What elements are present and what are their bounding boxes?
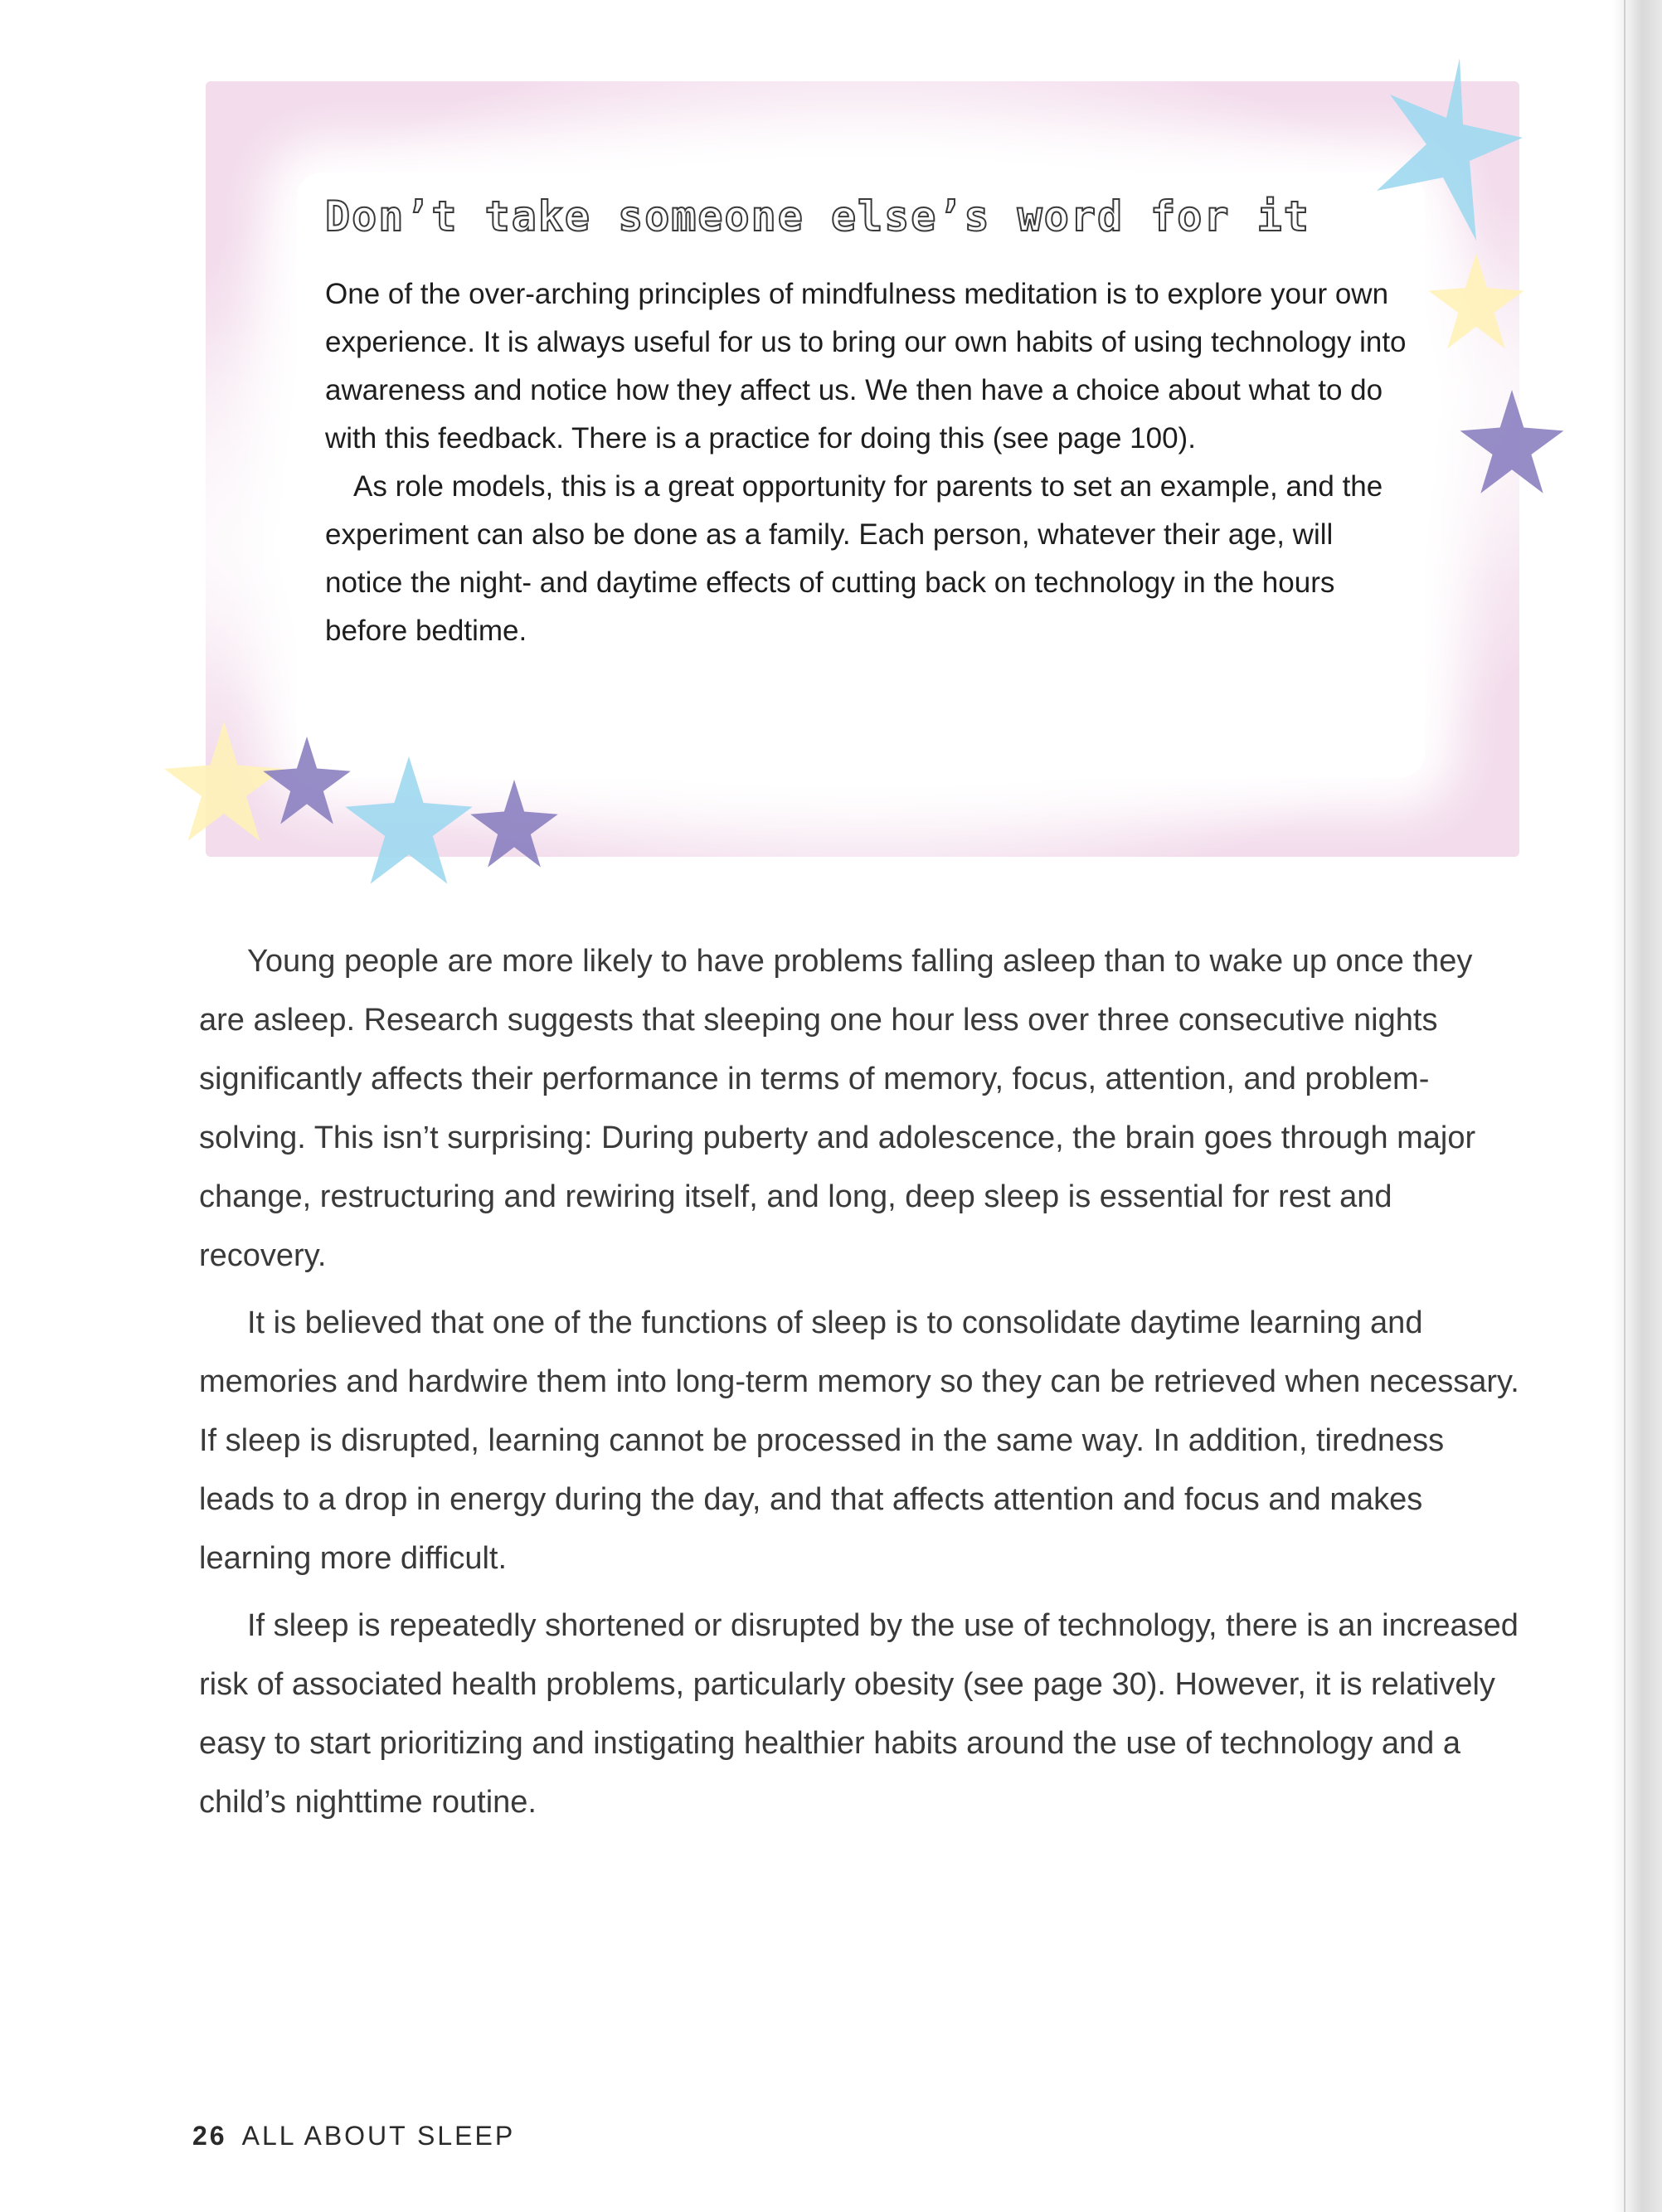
sidebar-paragraph: As role models, this is a great opportunity for parents to set an example, and the experiment can also be done as a family. Each person, whatever their age, will notice the night- and daytime effects of cutting back on technology in the hours before bedtime. — [325, 470, 1383, 647]
body-paragraph: It is believed that one of the functions of sleep is to consolidate daytime learning and memories and hardwire them into long-term memory so they can be retrieved when necessary. If sleep is disrupted, learning cannot be processed in the same way. In addition, tiredness leads to a drop in energy during the day, and that affects attention and focus and makes learning more difficult. — [199, 1305, 1519, 1576]
body-paragraph: Young people are more likely to have problems falling asleep than to wake up once they are asleep. Research suggests that sleeping one hour less over three consecutive nights significantly affects their performance in terms of memory, focus, attention, and problem-solving. This isn’t surprising: During puberty and adolescence, the brain goes through major change, restructuring and rewiring itself, and long, deep sleep is essential for rest and recovery. — [199, 944, 1476, 1273]
body-text — [199, 932, 1526, 1832]
page-footer — [192, 2121, 515, 2151]
page-number: 26 — [192, 2121, 227, 2151]
running-section-title: ALL ABOUT SLEEP — [241, 2121, 516, 2151]
star-blue-bottom-icon — [338, 756, 479, 889]
page-edge-line — [1624, 0, 1626, 2212]
body-paragraph: If sleep is repeatedly shortened or disrupted by the use of technology, there is an increased risk of associated health problems, particularly obesity (see page 30). However, it is relatively easy to start prioritizing and instigating healthier habits around the use of technology and a child’s nighttime routine. — [199, 1608, 1519, 1820]
sidebar-text — [325, 270, 1412, 655]
page-edge-shadow — [1612, 0, 1662, 2212]
star-purple-right-icon — [1458, 390, 1566, 498]
star-blue-top-right-icon — [1360, 58, 1526, 241]
star-yellow-right-icon — [1426, 253, 1526, 352]
sidebar-paragraph: One of the over-arching principles of mindfulness meditation is to explore your own experience. It is always useful for us to bring our own habits of using technology into awareness and notice how they affect us. We then have a choice about what to do with this feedback. There is a practice for doing this (see page 100). — [325, 278, 1407, 455]
sidebar-title: Don’t take someone else’s word for it — [325, 192, 1310, 241]
star-purple-bottom-icon — [469, 780, 560, 871]
